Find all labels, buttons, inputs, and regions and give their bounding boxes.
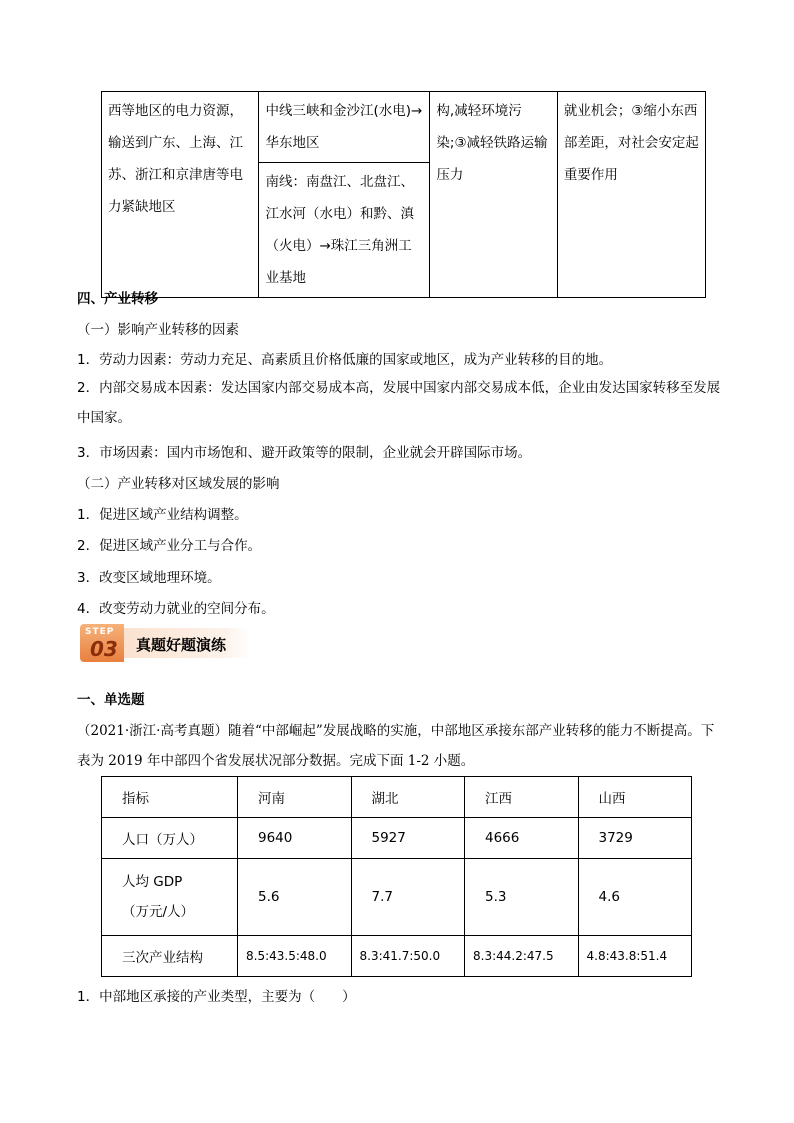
table-row bbox=[102, 818, 692, 859]
subheading-impact: （二）产业转移对区域发展的影响 bbox=[77, 476, 280, 492]
header-cell: 指标 bbox=[102, 777, 238, 818]
table-cell: 7.7 bbox=[351, 859, 465, 936]
step-number: 03 bbox=[90, 637, 118, 661]
section-heading: 四、产业转移 bbox=[77, 291, 158, 307]
table-cell: 8.3:44.2:47.5 bbox=[465, 936, 579, 977]
benefit-cell: 构,减轻环境污染;③减轻铁路运输压力 bbox=[430, 92, 557, 298]
table-cell: 8.3:41.7:50.0 bbox=[351, 936, 465, 977]
table-cell: 5927 bbox=[351, 818, 465, 859]
table-cell: 5.3 bbox=[465, 859, 579, 936]
factor-cost: 2．内部交易成本因素：发达国家内部交易成本高，发展中国家内部交易成本低，企业由发达国家转移至发展中国家。 bbox=[77, 380, 721, 426]
question-intro: （2021·浙江·高考真题）随着“中部崛起”发展战略的实施，中部地区承接东部产业转移的能力不断提高。下表为 2019 年中部四个省发展状况部分数据。完成下面 1-2 小题。 bbox=[77, 723, 715, 769]
row-label: 人口（万人） bbox=[102, 818, 238, 859]
table-cell: 4.8:43.8:51.4 bbox=[578, 936, 692, 977]
table-header-row bbox=[102, 777, 692, 818]
table-row bbox=[102, 936, 692, 977]
row-label: 三次产业结构 bbox=[102, 936, 238, 977]
step-title: 真题好题演练 bbox=[136, 636, 227, 654]
step-word: STEP bbox=[85, 627, 115, 637]
exercise-heading: 一、单选题 bbox=[77, 692, 145, 708]
south-route: 南线：南盘江、北盘江、江水河（水电）和黔、滇（火电）→珠江三角洲工业基地 bbox=[259, 162, 429, 297]
table-cell: 3729 bbox=[578, 818, 692, 859]
factor-labor: 1．劳动力因素：劳动力充足、高素质且价格低廉的国家或地区，成为产业转移的目的地。 bbox=[77, 352, 613, 368]
middle-route: 中线三峡和金沙江(水电)→华东地区 bbox=[265, 103, 423, 151]
header-cell: 河南 bbox=[238, 777, 352, 818]
impact-cell: 就业机会；③缩小东西部差距，对社会安定起重要作用 bbox=[557, 92, 705, 298]
resource-transfer-table bbox=[101, 91, 706, 298]
route-cell bbox=[259, 92, 430, 298]
table-row bbox=[102, 859, 692, 936]
impact-2: 2．促进区域产业分工与合作。 bbox=[77, 538, 262, 554]
row-label bbox=[102, 859, 238, 936]
header-cell: 江西 bbox=[465, 777, 579, 818]
impact-1: 1．促进区域产业结构调整。 bbox=[77, 507, 248, 523]
question-1: 1．中部地区承接的产业类型，主要为（ ） bbox=[77, 989, 356, 1005]
subheading-factors: （一）影响产业转移的因素 bbox=[77, 322, 239, 338]
impact-3: 3．改变区域地理环境。 bbox=[77, 570, 221, 586]
table-cell: 4.6 bbox=[578, 859, 692, 936]
impact-4: 4．改变劳动力就业的空间分布。 bbox=[77, 601, 275, 617]
table-cell: 9640 bbox=[238, 818, 352, 859]
table-cell: 4666 bbox=[465, 818, 579, 859]
factor-market: 3．市场因素：国内市场饱和、避开政策等的限制，企业就会开辟国际市场。 bbox=[77, 445, 532, 461]
row-label-line1: 人均 GDP bbox=[122, 874, 183, 890]
header-cell: 湖北 bbox=[351, 777, 465, 818]
table-cell: 5.6 bbox=[238, 859, 352, 936]
province-data-table bbox=[101, 776, 692, 977]
table-cell: 8.5:43.5:48.0 bbox=[238, 936, 352, 977]
region-cell: 西等地区的电力资源，输送到广东、上海、江苏、浙江和京津唐等电力紧缺地区 bbox=[102, 92, 259, 298]
row-label-line2: （万元/人） bbox=[122, 904, 195, 920]
step-badge bbox=[80, 624, 250, 662]
header-cell: 山西 bbox=[578, 777, 692, 818]
